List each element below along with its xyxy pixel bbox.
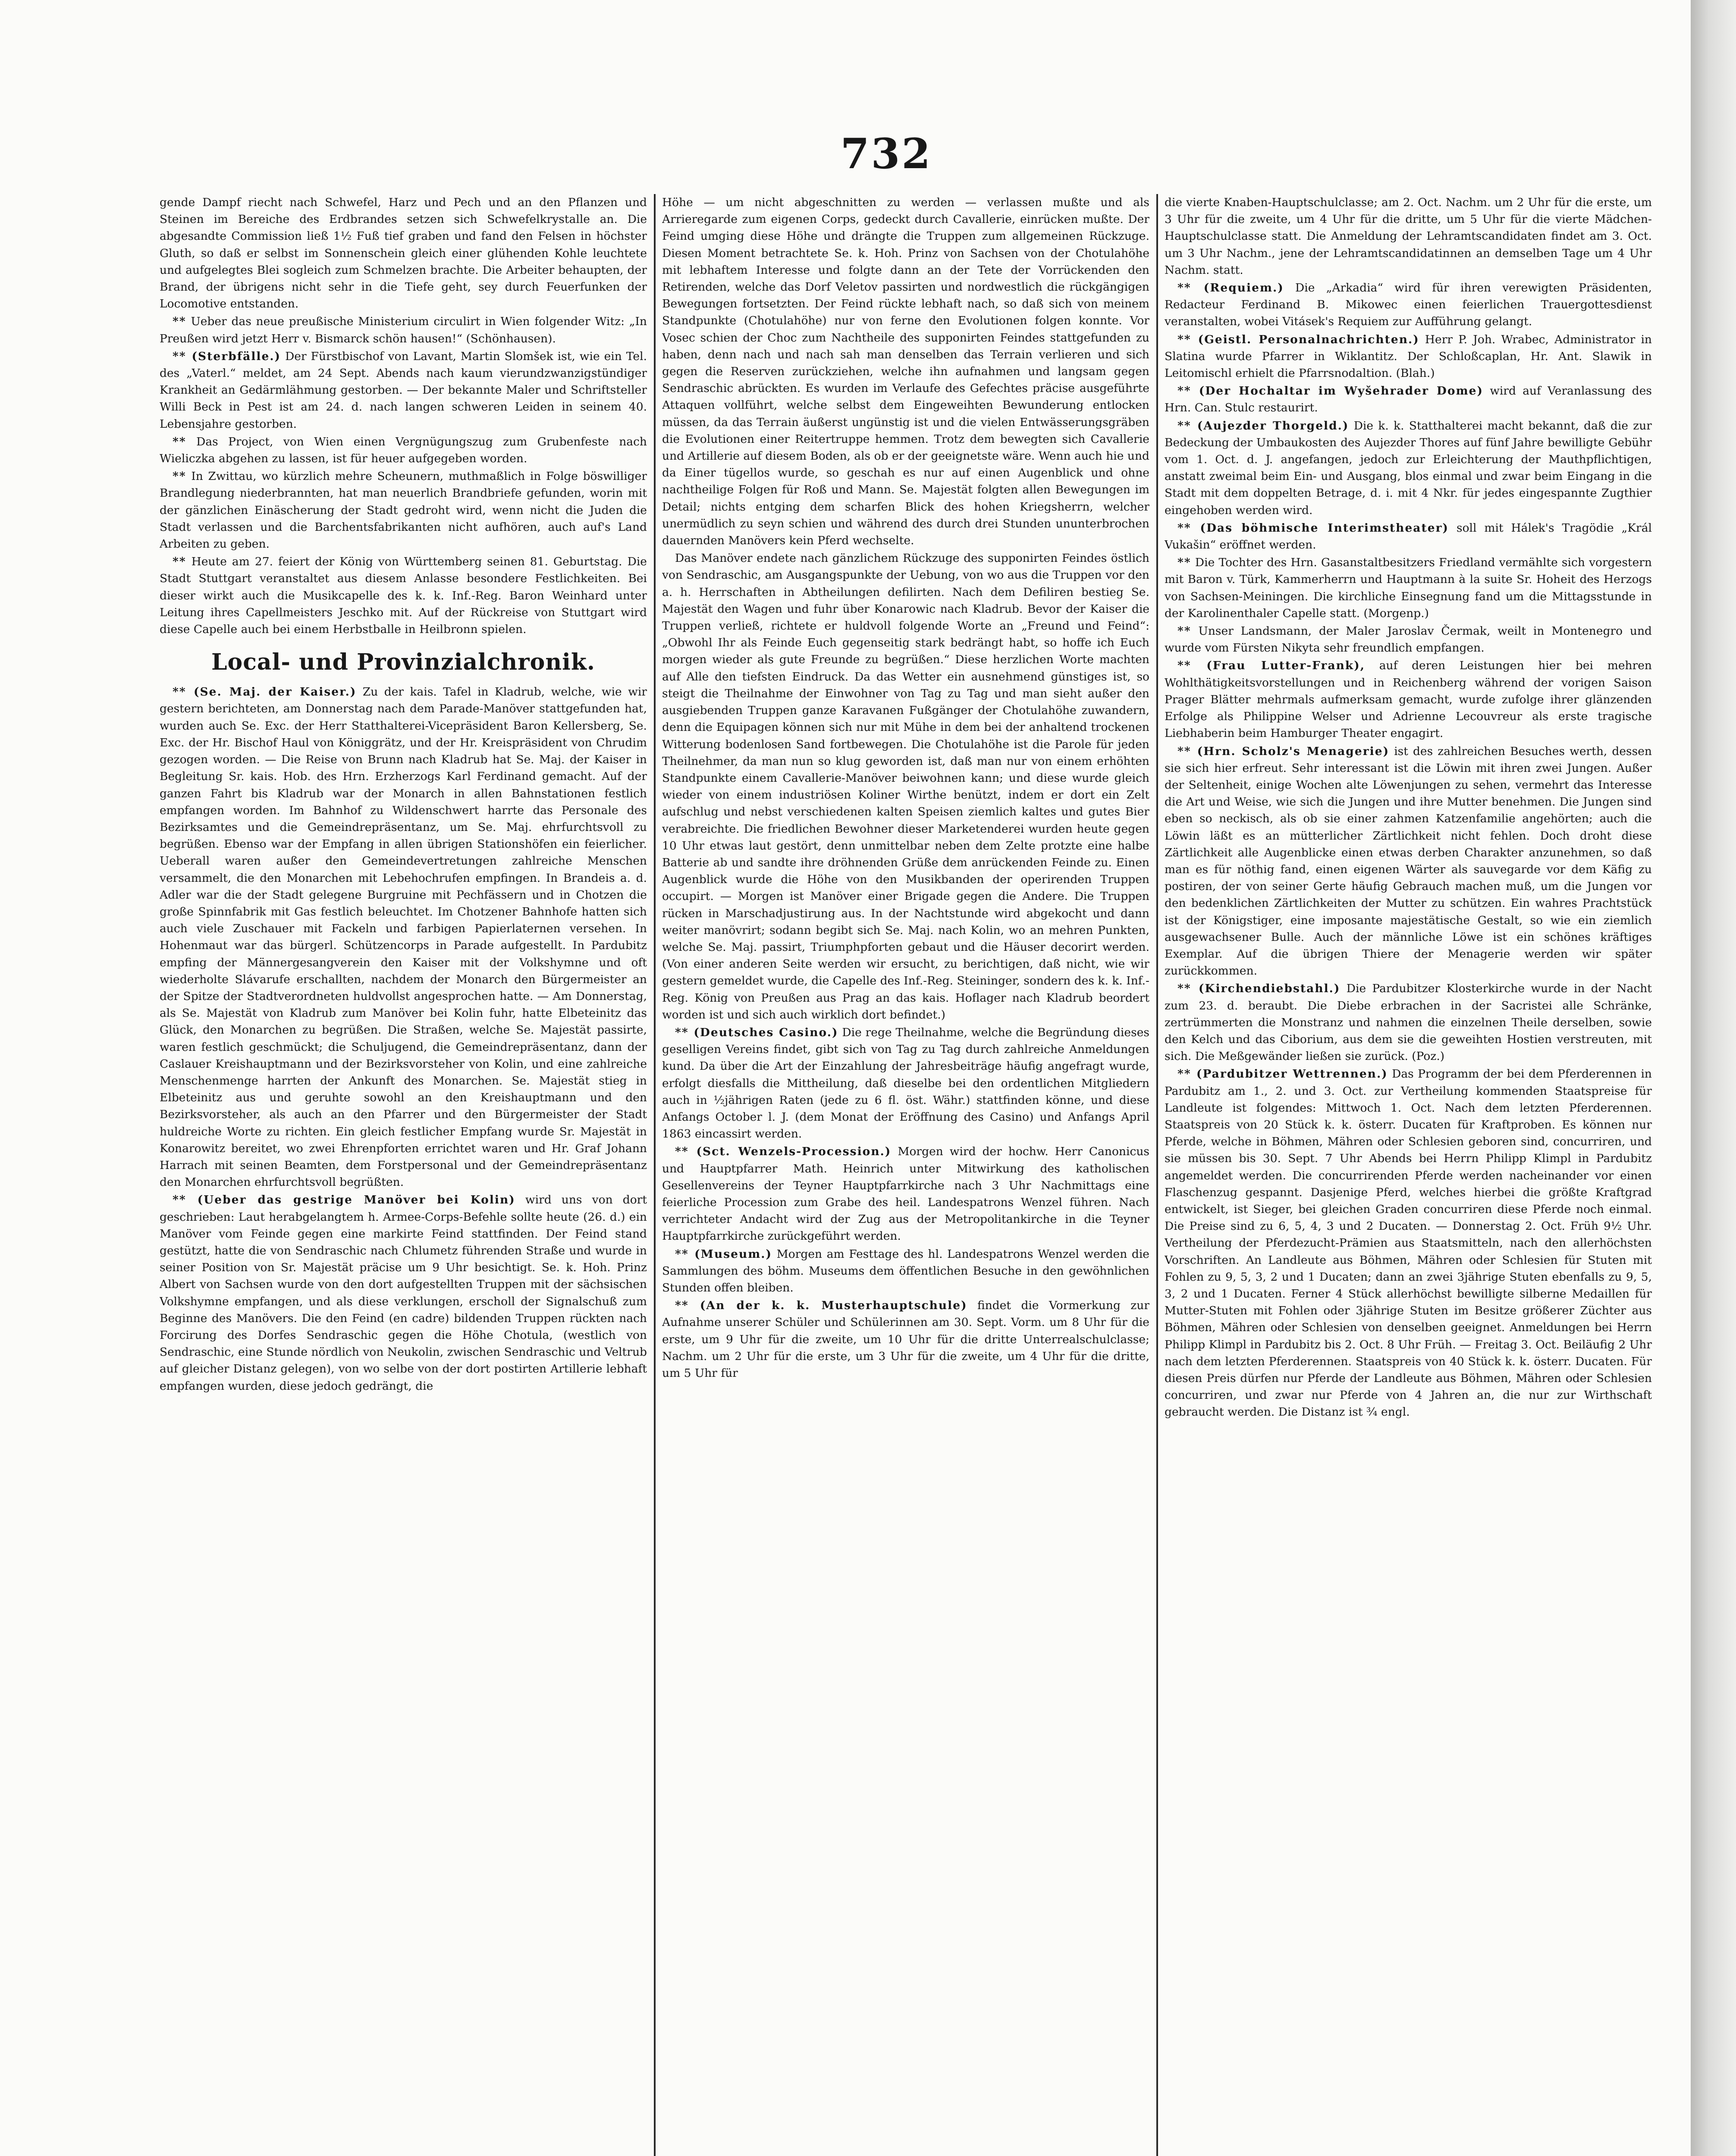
text-column-2: [662, 194, 1149, 2156]
article-lead: **: [173, 555, 186, 569]
text-column-1: [160, 194, 647, 2156]
article-lead: ** (Aujezder Thorgeld.): [1177, 419, 1349, 432]
article-lead: ** (Ueber das gestrige Manöver bei Kolin): [173, 1193, 515, 1207]
article-paragraph: [662, 194, 1149, 549]
page-number: 732: [840, 129, 932, 177]
article-text: wird auf Veranlassung des Hrn. Can. Stulc restaurirt.: [1165, 384, 1652, 415]
article-text: Die k. k. Statthalterei macht bekannt, daß die zur Bedeckung der Umbaukosten des Aujezder Thores auf fünf Jahre bewilligte Gebühr vom 1. Oct. d. J. angefangen, jedoch zur Erleichterung der Mauthpflichtigen, anstatt zweimal beim Ein- und Ausgang, blos einmal und zwar beim Eingang in die Stadt mit dem doppelten Betrage, d. i. mit 4 Nkr. für jedes eingespannte Zugthier eingehoben werden wird.: [1165, 419, 1652, 517]
article-paragraph: [1165, 331, 1652, 382]
article-paragraph: [1165, 657, 1652, 742]
article-paragraph: [1165, 417, 1652, 519]
article-lead: ** (Se. Maj. der Kaiser.): [173, 685, 357, 699]
article-paragraph: [1165, 194, 1652, 279]
text-column-3: [1165, 194, 1652, 2156]
article-paragraph: [662, 1246, 1149, 1297]
page-edge-shadow: [1691, 0, 1736, 2156]
article-paragraph: [160, 194, 647, 312]
article-lead: ** (Frau Lutter-Frank),: [1177, 659, 1366, 673]
article-text: soll mit Hálek's Tragödie „Král Vukašin“ eröffnet werden.: [1165, 521, 1652, 552]
article-paragraph: [1165, 554, 1652, 622]
article-text: wird uns von dort geschrieben: Laut herabgelangtem h. Armee-Corps-Befehle sollte heute (26. d.) ein Manöver vom Feinde gegen eine markirte Feind stattfinden. Der Feind stand gestützt, hatte die von Sendraschic nach Chlumetz führenden Straße und wurde in seiner Position von Sr. Majestät präcise um 9 Uhr besichtigt. Se. k. Hoh. Prinz Albert von Sachsen wurde von den dort aufgestellten Truppen mit der sächsischen Volkshymne empfangen, und als diese verklungen, erscholl der Signalschuß zum Beginne des Manövers. Die den Feind (en cadre) bildenden Truppen rückten nach Forcirung des Dorfes Sendraschic gegen die Höhe Chotula, (westlich von Sendraschic, eine Stunde nördlich von Neukolin, zwischen Sendraschic und Veltrub auf gleicher Distanz gelegen), von wo selbe von der dort postirten Artillerie lebhaft empfangen wurden, diese jedoch gedrängt, die: [160, 1193, 647, 1393]
article-paragraph: [1165, 1065, 1652, 1420]
article-lead: **: [173, 435, 186, 448]
article-paragraph: [160, 468, 647, 552]
article-paragraph: [160, 683, 647, 1191]
article-text: Morgen am Festtage des hl. Landespatrons Wenzel werden die Sammlungen des böhm. Museums dem öffentlichen Besuche in den gewöhnlichen Stunden offen bleiben.: [662, 1247, 1149, 1294]
article-text: Zu der kais. Tafel in Kladrub, welche, wie wir gestern berichteten, am Donnerstag nach dem Parade-Manöver stattgefunden hat, wurden auch Se. Exc. der Herr Statthalterei-Vicepräsident Baron Kellersberg, Se. Exc. der Hr. Bischof Haul von Königgrätz, und der Hr. Kreispräsident von Chrudim gezogen worden. — Die Reise von Brunn nach Kladrub hat Se. Maj. der Kaiser in Begleitung Sr. kais. Hob. des Hrn. Erzherzogs Karl Ferdinand gemacht. Auf der ganzen Fahrt bis Kladrub war der Monarch in allen Bahnstationen festlich empfangen worden. Im Bahnhof zu Wildenschwert harrte das Personale des Bezirksamtes und die Gemeindrepräsentanz, um Se. Maj. ehrfurchtsvoll zu begrüßen. Ebenso war der Empfang in allen übrigen Stationshöfen ein feierlicher. Ueberall waren außer den Gemeindevertretungen zahlreiche Menschen versammelt, die den Monarchen mit Lebehochrufen empfingen. In Brandeis a. d. Adler war die der Stadt gelegene Burgruine mit Pechfässern und in Chotzen die große Spinnfabrik mit Gas festlich beleuchtet. Im Chotzener Bahnhofe hatten sich auch viele Zuschauer mit Fackeln und farbigen Papierlaternen versehen. In Hohenmaut war das bürgerl. Schützencorps in Parade aufgestellt. In Pardubitz empfing der Männergesangverein den Kaiser mit der Volkshymne und oft wiederholte Slávarufe erschallten, nachdem der Monarch den Bürgermeister an der Spitze der Stadtverordneten huldvollst angesprochen hatte. — Am Donnerstag, als Se. Majestät von Kladrub zum Manöver bei Kolin fuhr, hatte Elbeteinitz das Glück, den Monarchen zu begrüßen. Die Straßen, welche Se. Majestät passirte, waren festlich geschmückt; die Schuljugend, die Gemeindrepräsentanz, dann der Caslauer Kreishauptmann und der Bezirksvorsteher von Kolin, und eine zahlreiche Menschenmenge harrten der Ankunft des Monarchen. Se. Majestät stieg in Elbeteinitz aus und geruhte sowohl an den Kreishauptmann und den Bezirksvorsteher, als auch an den Pfarrer und den Bürgermeister der Stadt huldreiche Worte zu richten. Ein gleich festlicher Empfang wurde Sr. Majestät in Konarowitz bereitet, wo zwei Ehrenpforten errichtet waren und Hr. Graf Johann Harrach mit seinen Beamten, dem Forstpersonal und der Gemeindrepräsentanz den Monarchen ehrfurchtsvoll begrüßten.: [160, 685, 647, 1189]
article-text: findet die Vormerkung zur Aufnahme unserer Schüler und Schülerinnen am 30. Sept. Vorm. um 8 Uhr für die erste, um 9 Uhr für die zweite, um 10 Uhr für die dritte Unterrealschulclasse; Nachm. um 2 Uhr für die erste, um 3 Uhr für die zweite, um 4 Uhr für die dritte, um 5 Uhr für: [662, 1299, 1149, 1380]
article-paragraph: [662, 1024, 1149, 1142]
column-rule-1: [654, 194, 656, 2156]
article-text: Das Manöver endete nach gänzlichem Rückzuge des supponirten Feindes östlich von Sendraschic, am Ausgangspunkte der Uebung, von wo aus die Truppen vor den a. h. Herrschaften in Abtheilungen defilirten. Nach dem Defiliren bestieg Se. Majestät den Wagen und fuhr über Konarowic nach Kladrub. Bevor der Kaiser die Truppen verließ, richtete er huldvoll folgende Worte an „Freund und Feind“: „Obwohl Ihr als Feinde Euch gegenseitig stark bedrängt habt, so hoffe ich Euch morgen wieder als gute Freunde zu begrüßen.“ Diese herzlichen Worte machten auf Alle den tiefsten Eindruck. Da das Wetter ein ausnehmend günstiges ist, so steigt die Theilnahme der Einwohner von Tag zu Tag und man sieht außer den ausgiebenden Truppen ganze Karavanen Fußgänger der Chotulahöhe zuwandern, denn die Equipagen können sich nur mit Mühe in dem bei der anhaltend trockenen Witterung bodenlosen Sand fortbewegen. Die Chotulahöhe ist die Parole für jeden Theilnehmer, da man nun so klug geworden ist, daß man nur von einem erhöhten Standpunkte einem Cavallerie-Manöver beiwohnen kann; und diese wurde gleich wieder von einem industriösen Koliner Wirthe benützt, indem er dort ein Zelt aufschlug und nebst verschiedenen kalten Speisen ziemlich kaltes und gutes Bier verabreichte. Die friedlichen Bewohner dieser Marketenderei wurden heute gegen 10 Uhr etwas laut gestört, denn unmittelbar neben dem Zelte protzte eine halbe Batterie ab und sandte ihre dröhnenden Grüße dem anrückenden Feinde zu. Einen Augenblick wurde die Höhe von den Musikbanden der operirenden Truppen occupirt. — Morgen ist Manöver einer Brigade gegen die Andere. Die Truppen rücken in Marschadjustirung aus. In der Nachtstunde wird abgekocht und dann weiter manövrirt; sodann begibt sich Se. Maj. nach Kolin, wo an mehren Punkten, welche Se. Maj. passirt, Triumphpforten gebaut und die Häuser decorirt werden. (Von einer anderen Seite werden wir ersucht, zu berichtigen, daß nicht, wie wir gestern gemeldet wurde, die Capelle des Inf.-Reg. Steininger, sondern des k. k. Inf.-Reg. König von Preußen aus Prag an das kais. Hoflager nach Kladrub beordert worden ist und sich auch wirklich dort befindet.): [662, 552, 1149, 1022]
article-text: Höhe — um nicht abgeschnitten zu werden — verlassen mußte und als Arrieregarde zum eigenen Corps, gedeckt durch Cavallerie, einrücken mußte. Der Feind umging diese Höhe und drängte die Truppen zum allgemeinen Rückzuge. Diesen Moment betrachtete Se. k. Hoh. Prinz von Sachsen von der Chotulahöhe mit lebhaftem Interesse und folgte dann an der Tete der Vorrückenden den Retirenden, welche das Dorf Veletov passirten und nordwestlich die rückgängigen Bewegungen fortsetzten. Der Feind rückte lebhaft nach, so daß sich von meinem Standpunkte (Chotulahöhe) nur von ferne den Evolutionen folgen konnte. Vor Vosec schien der Choc zum Nachtheile des supponirten Feindes stattgefunden zu haben, denn nach und nach sah man denselben das Terrain verlieren und sich gegen die Reserven zurückziehen, welche ihn aufnahmen und langsam gegen Sendraschic abrückten. Es wurden im Verlaufe des Gefechtes präcise ausgeführte Attaquen vollführt, welche selbst dem Eingeweihten Bewunderung entlocken müssen, da das Terrain äußerst ungünstig ist und die vielen Entwässerungsgräben die Evolutionen einer Reitertruppe hemmen. Trotz dem bewegten sich Cavallerie und Artillerie auf diesem Boden, als ob er der geeignetste wäre. Wenn auch hie und da Einer tügellos wurde, so geschah es nur auf einen Augenblick und ohne nachtheilige Folgen für Roß und Mann. Se. Majestät folgten allen Bewegungen im Detail; nichts entging dem scharfen Blick des hohen Kriegsherrn, welcher unermüdlich zu seyn schien und während des durch drei Stunden ununterbrochen dauernden Manövers kein Pferd wechselte.: [662, 196, 1149, 548]
article-lead: **: [1177, 624, 1191, 638]
article-lead: **: [173, 315, 186, 329]
article-text: Die „Arkadia“ wird für ihren verewigten Präsidenten, Redacteur Ferdinand B. Mikowec einen feierlichen Trauergottesdienst veranstalten, wobei Vitásek's Requiem zur Aufführung gelangt.: [1165, 281, 1652, 329]
article-lead: **: [173, 470, 186, 483]
article-lead: ** (Sterbfälle.): [173, 349, 281, 363]
article-lead: ** (Das böhmische Interimstheater): [1177, 521, 1449, 535]
article-paragraph: [662, 550, 1149, 1023]
article-text: Morgen wird der hochw. Herr Canonicus und Hauptpfarrer Math. Heinrich unter Mitwirkung des katholischen Gesellenvereins der Teyner Hauptpfarrkirche nach 3 Uhr Nachmittags eine feierliche Procession zum Grabe des heil. Landespatrons Wenzel führen. Nach verrichteter Andacht wird der Zug aus der Metropolitankirche in die Teyner Hauptpfarrkirche zurückgeführt werden.: [662, 1145, 1149, 1243]
article-lead: ** (Requiem.): [1177, 281, 1284, 295]
article-text: Der Fürstbischof von Lavant, Martin Slomšek ist, wie ein Tel. des „Vaterl.“ meldet, am 24 Sept. Abends nach kaum vierundzwanzigstündiger Krankheit an Gedärmlähmung gestorben. — Der bekannte Maler und Schriftsteller Willi Beck in Pest ist am 24. d. nach langen schweren Leiden in seinem 40. Lebensjahre gestorben.: [160, 349, 647, 431]
article-text: die vierte Knaben-Hauptschulclasse; am 2. Oct. Nachm. um 2 Uhr für die erste, um 3 Uhr für die zweite, um 4 Uhr für die dritte, um 5 Uhr für die vierte Mädchen-Hauptschulclasse statt. Die Anmeldung der Lehramtscandidaten findet am 3. Oct. um 3 Uhr Nachm., jene der Lehramtscandidatinnen an demselben Tage um 4 Uhr Nachm. statt.: [1165, 196, 1652, 277]
article-lead: ** (Deutsches Casino.): [675, 1025, 838, 1039]
article-text: Das Programm der bei dem Pferderennen in Pardubitz am 1., 2. und 3. Oct. zur Vertheilung kommenden Staatspreise für Landleute ist folgendes: Mittwoch 1. Oct. Nach dem letzten Pferderennen. Staatspreis von 20 Stück k. k. österr. Ducaten für Kraftproben. Es können nur Pferde, welche in Böhmen, Mähren oder Schlesien geboren sind, concurriren, und sie müssen bis 30. Sept. 7 Uhr Abends bei Herrn Philipp Klimpl in Pardubitz angemeldet werden. Die concurrirenden Pferde werden nacheinander vor einen Flaschenzug gespannt. Dasjenige Pferd, welches hierbei die größte Kraftgrad entwickelt, ist Sieger, bei gleichen Graden concurriren diese Pferde noch einmal. Die Preise sind zu 6, 5, 4, 3 und 2 Ducaten. — Donnerstag 2. Oct. Früh 9½ Uhr. Vertheilung der Pferdezucht-Prämien aus Staatsmitteln, nach den allerhöchsten Vorschriften. An Landleute aus Böhmen, Mähren oder Schlesien für Stuten mit Fohlen zu 9, 5, 3, 2 und 1 Ducaten; dann an zwei 3jährige Stuten ebenfalls zu 9, 5, 3, 2 und 1 Ducaten. Ferner 4 Stück allerhöchst bewilligte silberne Medaillen für Mutter-Stuten mit Fohlen oder 3jährige Stuten im Besitze größerer Züchter aus Böhmen, Mähren oder Schlesien von denselben geeignet. Anmeldungen bei Herrn Philipp Klimpl in Pardubitz bis 2. Oct. 8 Uhr Früh. — Freitag 3. Oct. Beiläufig 2 Uhr nach dem letzten Pferderennen. Staatspreis von 40 Stück k. k. österr. Ducaten. Für diesen Preis dürfen nur Pferde der Landleute aus Böhmen, Mähren oder Schlesien concurriren, und zwar nur Pferde von 4 Jahren an, die nur zur Wirthschaft gebraucht werden. Die Distanz ist ¾ engl.: [1165, 1067, 1652, 1419]
article-paragraph: [1165, 520, 1652, 553]
article-text: Unser Landsmann, der Maler Jaroslav Čermak, weilt in Montenegro und wurde vom Fürsten Nikyta sehr freundlich empfangen.: [1165, 624, 1652, 655]
article-text: Herr P. Joh. Wrabec, Administrator in Slatina wurde Pfarrer in Wiklantitz. Der Schloßcaplan, Hr. Ant. Slawik in Leitomischl erhielt die Pfarrsnodaltion. (Blah.): [1165, 332, 1652, 380]
article-text: Die Pardubitzer Klosterkirche wurde in der Nacht zum 23. d. beraubt. Die Diebe erbrachen in der Sacristei alle Schränke, zertrümmerten die Monstranz und nahmen die einzelnen Theile derselben, sowie den Kelch und das Ciborium, aus dem sie die geweihten Hostien verstreuten, mit sich. Die Meßgewänder ließen sie zurück. (Poz.): [1165, 982, 1652, 1063]
article-lead: ** (Museum.): [675, 1247, 772, 1261]
article-text: Heute am 27. feiert der König von Württemberg seinen 81. Geburtstag. Die Stadt Stuttgart veranstaltet aus diesem Anlasse besondere Festlichkeiten. Bei dieser wirkt auch die Musikcapelle des k. k. Inf.-Reg. Baron Weinhard unter Leitung ihres Capellmeisters Jeschko mit. Auf der Rückreise von Stuttgart wird diese Capelle auch bei einem Herbstballe in Heilbronn spielen.: [160, 555, 647, 636]
column-rule-2: [1156, 194, 1158, 2156]
article-lead: ** (Sct. Wenzels-Procession.): [675, 1145, 892, 1159]
article-lead: ** (Hrn. Scholz's Menagerie): [1177, 744, 1390, 758]
article-lead: ** (Geistl. Personalnachrichten.): [1177, 332, 1419, 346]
article-paragraph: [1165, 279, 1652, 330]
article-paragraph: [662, 1297, 1149, 1382]
article-lead: ** (Pardubitzer Wettrennen.): [1177, 1067, 1388, 1081]
article-text: Das Project, von Wien einen Vergnügungszug zum Grubenfeste nach Wieliczka abgehen zu lassen, ist für heuer aufgegeben worden.: [160, 435, 647, 466]
article-text: Die rege Theilnahme, welche die Begründung dieses geselligen Vereins findet, gibt sich von Tag zu Tag durch zahlreiche Anmeldungen kund. Da über die Art der Einzahlung der Jahresbeiträge häufig angefragt wurde, erfolgt diesfalls die Mittheilung, daß dieselbe bei den ordentlichen Mitgliedern auch in ½jährigen Raten (jede zu 6 fl. öst. Währ.) stattfinden könne, und diese Anfangs October l. J. (dem Monat der Eröffnung des Casino) und Anfangs April 1863 eincassirt werden.: [662, 1025, 1149, 1141]
article-text: auf deren Leistungen hier bei mehren Wohlthätigkeitsvorstellungen und in Reichenberg während der vorigen Saison Prager Blätter mehrmals aufmerksam gemacht, wurde zufolge ihrer glänzenden Erfolge als Philippine Welser und Adrienne Lecouvreur als erste tragische Liebhaberin beim Hamburger Theater engagirt.: [1165, 659, 1652, 740]
article-paragraph: [160, 313, 647, 347]
article-paragraph: [160, 348, 647, 432]
article-text: Die Tochter des Hrn. Gasanstaltbesitzers Friedland vermählte sich vorgestern mit Baron v. Türk, Kammerherrn und Hauptmann à la suite Sr. Hoheit des Herzogs von Sachsen-Meiningen. Die kirchliche Einsegnung fand um die Mittagsstunde in der Karolinenthaler Capelle statt. (Morgenp.): [1165, 556, 1652, 620]
article-lead: ** (Kirchendiebstahl.): [1177, 982, 1340, 996]
article-text: Ueber das neue preußische Ministerium circulirt in Wien folgender Witz: „In Preußen wird jetzt Herr v. Bismarck schön hausen!“ (Schönhausen).: [160, 315, 647, 345]
article-paragraph: [1165, 623, 1652, 656]
article-paragraph: [160, 1191, 647, 1394]
article-paragraph: [1165, 980, 1652, 1065]
article-paragraph: [1165, 382, 1652, 416]
article-paragraph: [160, 553, 647, 638]
article-lead: ** (An der k. k. Musterhauptschule): [675, 1299, 967, 1313]
section-heading: Local- und Provinzialchronik.: [211, 649, 596, 676]
article-text: gende Dampf riecht nach Schwefel, Harz und Pech und an den Pflanzen und Steinen im Bereiche des Erdbrandes setzen sich Schwefelkrystalle an. Die abgesandte Commission ließ 1½ Fuß tief graben und fand den Felsen in höchster Gluth, so daß er selbst im Sonnenschein gleich einer glühenden Kohle leuchtete und aufgelegtes Blei sogleich zum Schmelzen brachte. Die Arbeiter behaupten, der Brand, der übrigens nicht sehr in die Tiefe geht, sey durch Feuerfunken der Locomotive entstanden.: [160, 196, 647, 311]
article-paragraph: [1165, 743, 1652, 980]
article-paragraph: [662, 1143, 1149, 1244]
article-lead: **: [1177, 556, 1191, 570]
article-paragraph: [160, 433, 647, 467]
article-text: ist des zahlreichen Besuches werth, dessen sie sich hier erfreut. Sehr interessant ist die Löwin mit ihren zwei Jungen. Außer der Seltenheit, einige Wochen alte Löwenjungen zu sehen, vermehrt das Interesse die Art und Weise, wie sich die Jungen und ihre Mutter benehmen. Die Jungen sind eben so neckisch, als ob sie einer zahmen Katzenfamilie angehörten; auch die Löwin läßt es an mütterlicher Zärtlichkeit nicht fehlen. Doch droht diese Zärtlichkeit alle Augenblicke einen etwas derben Charakter anzunehmen, so daß man es für nöthig fand, einen eigenen Wärter als sauvegarde vor dem Käfig zu postiren, der von seiner Gerte häufig Gebrauch machen muß, um die Jungen vor den bedenklichen Zärtlichkeiten der Mutter zu schützen. Ein wahres Prachtstück ist der Königstiger, eine imposante majestätische Gestalt, so wie ein ziemlich ausgewachsener Bulle. Auch der männliche Löwe ist ein schönes kräftiges Exemplar. Auf die übrigen Thiere der Menagerie werden wir später zurückkommen.: [1165, 744, 1652, 978]
article-lead: ** (Der Hochaltar im Wyšehrader Dome): [1177, 384, 1484, 398]
article-text: In Zwittau, wo kürzlich mehre Scheunern, muthmaßlich in Folge böswilliger Brandlegung niederbrannten, hat man neuerlich Brandbriefe gefunden, worin mit der gänzlichen Einäscherung der Stadt gedroht wird, wenn nicht die Juden die Stadt verlassen und die Barchentsfabrikanten nicht aufhören, auch auf's Land Arbeiten zu geben.: [160, 470, 647, 551]
